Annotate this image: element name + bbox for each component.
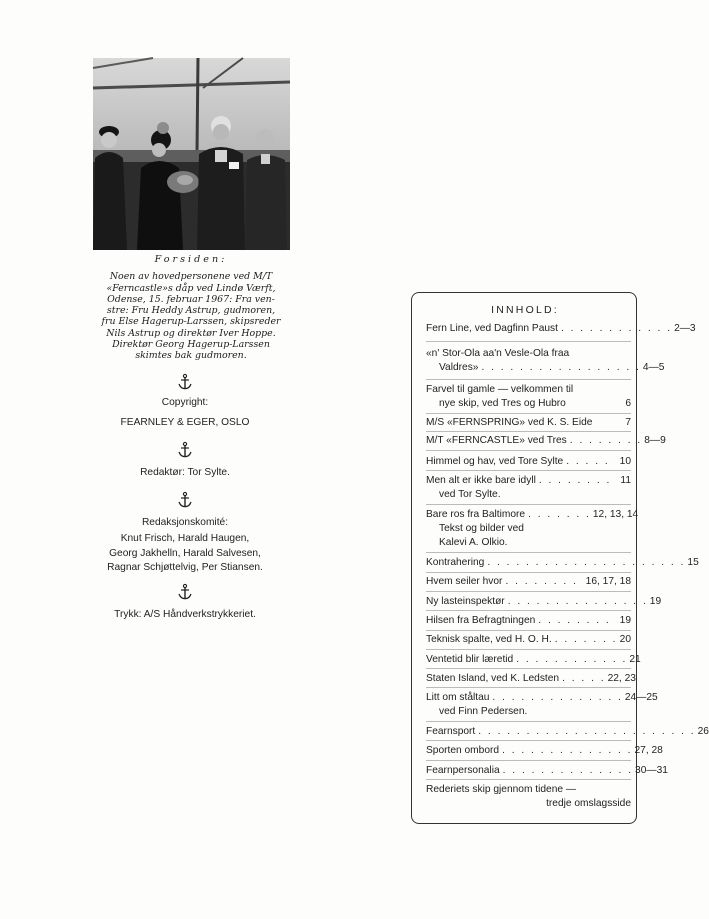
toc-entry (426, 783, 631, 811)
toc-entry-page: 27, 28 (634, 745, 663, 756)
toc-entry: Sporten ombord . . . . . . . . . . . . . . 27, 28 (426, 745, 663, 756)
toc-entry-page: 26 (697, 726, 709, 737)
toc-entry: Ventetid blir læretid . . . . . . . . . . . . 21 (426, 654, 641, 665)
toc-entry-page: 8—9 (644, 435, 666, 446)
toc-entry: Fern Line, ved Dagfinn Paust . . . . . . . . . . . . 2—3 (426, 323, 696, 334)
committee-line: Ragnar Schjøttelvig, Per Stiansen. (107, 562, 263, 573)
toc-entry-title: M/S «FERNSPRING» ved K. S. Eide (426, 417, 593, 428)
copyright-holder: FEARNLEY & EGER, OSLO (120, 417, 250, 428)
toc-entry-page: 21 (629, 654, 641, 665)
caption-line: fru Else Hagerup-Larssen, skipsreder (101, 316, 281, 328)
caption-line: Direktør Georg Hagerup-Larssen (112, 339, 270, 351)
toc-entry-page: 7 (625, 417, 631, 428)
toc-title: INNHOLD: (491, 304, 559, 316)
toc-entry-title: Staten Island, ved K. Ledsten (426, 673, 560, 684)
anchor-icon (176, 492, 194, 508)
toc-entry-continuation: Valdres» (439, 362, 479, 373)
copyright-label: Copyright: (161, 397, 209, 408)
toc-entry-title: Kontrahering (426, 557, 485, 568)
toc-entry-continuation: ved Tor Sylte. (439, 489, 501, 500)
toc-entry: Kontrahering . . . . . . . . . . . . . . . . . . . . . 15 (426, 557, 699, 568)
toc-entry-continuation: tredje omslagsside (546, 798, 631, 809)
toc-entry-title: Sporten ombord (426, 745, 500, 756)
caption-line: Nils Astrup og direktør Iver Hoppe. (106, 327, 276, 339)
committee-label: Redaksjonskomité: (141, 517, 229, 528)
toc-entry-page: 19 (619, 615, 631, 626)
toc-entry: Himmel og hav, ved Tore Sylte . . . . . 10 (426, 456, 631, 467)
toc-entry-title: Ny lasteinspektør (426, 596, 505, 607)
editor-line: Redaktør: Tor Sylte. (140, 467, 230, 478)
toc-entry-title: Fearnsport (426, 726, 476, 737)
caption-line: «Ferncastle»s dåp ved Lindø Værft, (106, 282, 276, 294)
toc-entry-page: 2—3 (674, 323, 696, 334)
anchor-icon (176, 374, 194, 390)
toc-entry-title: Hvem seiler hvor (426, 576, 503, 587)
toc-entry-page: 24—25 (624, 692, 658, 703)
toc-entry: Fearnsport . . . . . . . . . . . . . . . . . . . . . . . 26 (426, 726, 709, 737)
toc-entry (426, 383, 631, 411)
toc-entry-page: 10 (619, 456, 631, 467)
toc-entry-page: 20 (619, 634, 631, 645)
toc-entry-continuation: nye skip, ved Tres og Hubro (439, 398, 566, 409)
toc-entry-title: Bare ros fra Baltimore (426, 509, 526, 520)
caption-line: skimtes bak gudmoren. (135, 350, 247, 362)
committee-line: Georg Jakhelln, Harald Salvesen, (109, 548, 261, 559)
toc-entry-title: M/T «FERNCASTLE» ved Tres (426, 435, 567, 446)
toc-entry: «n' Stor-Ola aa'n Vesle-Ola fraa Valdres» . . . . . . . . . . . . . . . . . 4—5 (426, 348, 665, 373)
toc-entry: Hilsen fra Befragtningen . . . . . . . . 19 (426, 615, 631, 626)
anchor-icon (176, 442, 194, 458)
toc-entry: Men alt er ikke bare idyll . . . . . . . . 11 ved Tor Sylte. (426, 475, 631, 500)
toc-entry: Hvem seiler hvor . . . . . . . . 16, 17, 18 (426, 576, 631, 587)
toc-entry-title: Fearnpersonalia (426, 765, 500, 776)
toc-entry-continuation: Kalevi A. Olkio. (439, 537, 508, 548)
toc-entry-title: Litt om ståltau (426, 692, 490, 703)
toc-entry: Staten Island, ved K. Ledsten . . . . . 22, 23 (426, 673, 636, 684)
toc-entry: M/T «FERNCASTLE» ved Tres . . . . . . . . 8—9 (426, 435, 666, 446)
toc-entry-title: Teknisk spalte, ved H. O. H. (426, 634, 552, 645)
toc-entry-title: «n' Stor-Ola aa'n Vesle-Ola fraa (426, 348, 570, 359)
toc-entry-title: Hilsen fra Befragtningen (426, 615, 536, 626)
toc-entry: Teknisk spalte, ved H. O. H. . . . . . . . 20 (426, 634, 631, 645)
toc-entry: Ny lasteinspektør . . . . . . . . . . . . . . . 19 (426, 596, 662, 607)
printer-line: Trykk: A/S Håndverkstrykkeriet. (114, 609, 256, 620)
caption-line: Odense, 15. februar 1967: Fra ven- (107, 293, 275, 305)
christening-photo-illustration (93, 58, 290, 250)
toc-entry-page: 4—5 (642, 362, 665, 373)
caption-heading: Forsiden: (154, 254, 228, 265)
cover-caption (82, 254, 300, 362)
caption-line: Noen av hovedpersonene ved M/T (109, 271, 273, 283)
caption-line: stre: Fru Heddy Astrup, gudmoren, (106, 305, 276, 317)
anchor-icon (176, 584, 194, 600)
toc-entry: Bare ros fra Baltimore . . . . . . . 12, 13, 14 Tekst og bilder ved Kalevi A. Olkio. (426, 509, 639, 548)
toc-entry-title: Rederiets skip gjennom tidene — (426, 784, 577, 795)
toc-entry: Litt om ståltau . . . . . . . . . . . . . . 24—25 ved Finn Pedersen. (426, 692, 658, 717)
toc-entry-page: 16, 17, 18 (585, 576, 631, 587)
toc-entry-title: Farvel til gamle — velkommen til (426, 384, 574, 395)
toc-entry-title: Men alt er ikke bare idyll (426, 475, 536, 486)
toc-entry-page: 15 (687, 557, 699, 568)
toc-entry-title: Ventetid blir læretid (426, 654, 514, 665)
toc-entry-continuation: ved Finn Pedersen. (439, 706, 528, 717)
committee-line: Knut Frisch, Harald Haugen, (120, 533, 250, 544)
cover-photo (93, 58, 290, 250)
toc-entry-continuation: Tekst og bilder ved (439, 523, 524, 534)
toc-entry: Fearnpersonalia . . . . . . . . . . . . . . 30—31 (426, 765, 668, 776)
toc-entry-page: 11 (620, 475, 631, 486)
toc-entry-title: Fern Line, ved Dagfinn Paust (426, 323, 558, 334)
toc-entry-page: 6 (625, 398, 631, 409)
toc-entry-page: 30—31 (635, 765, 668, 776)
toc-entry-title: Himmel og hav, ved Tore Sylte (426, 456, 564, 467)
toc-entry-page: 12, 13, 14 (592, 509, 639, 520)
toc-entry-page: 22, 23 (607, 673, 636, 684)
toc-entry-page: 19 (649, 596, 662, 607)
toc-entry (426, 416, 631, 430)
